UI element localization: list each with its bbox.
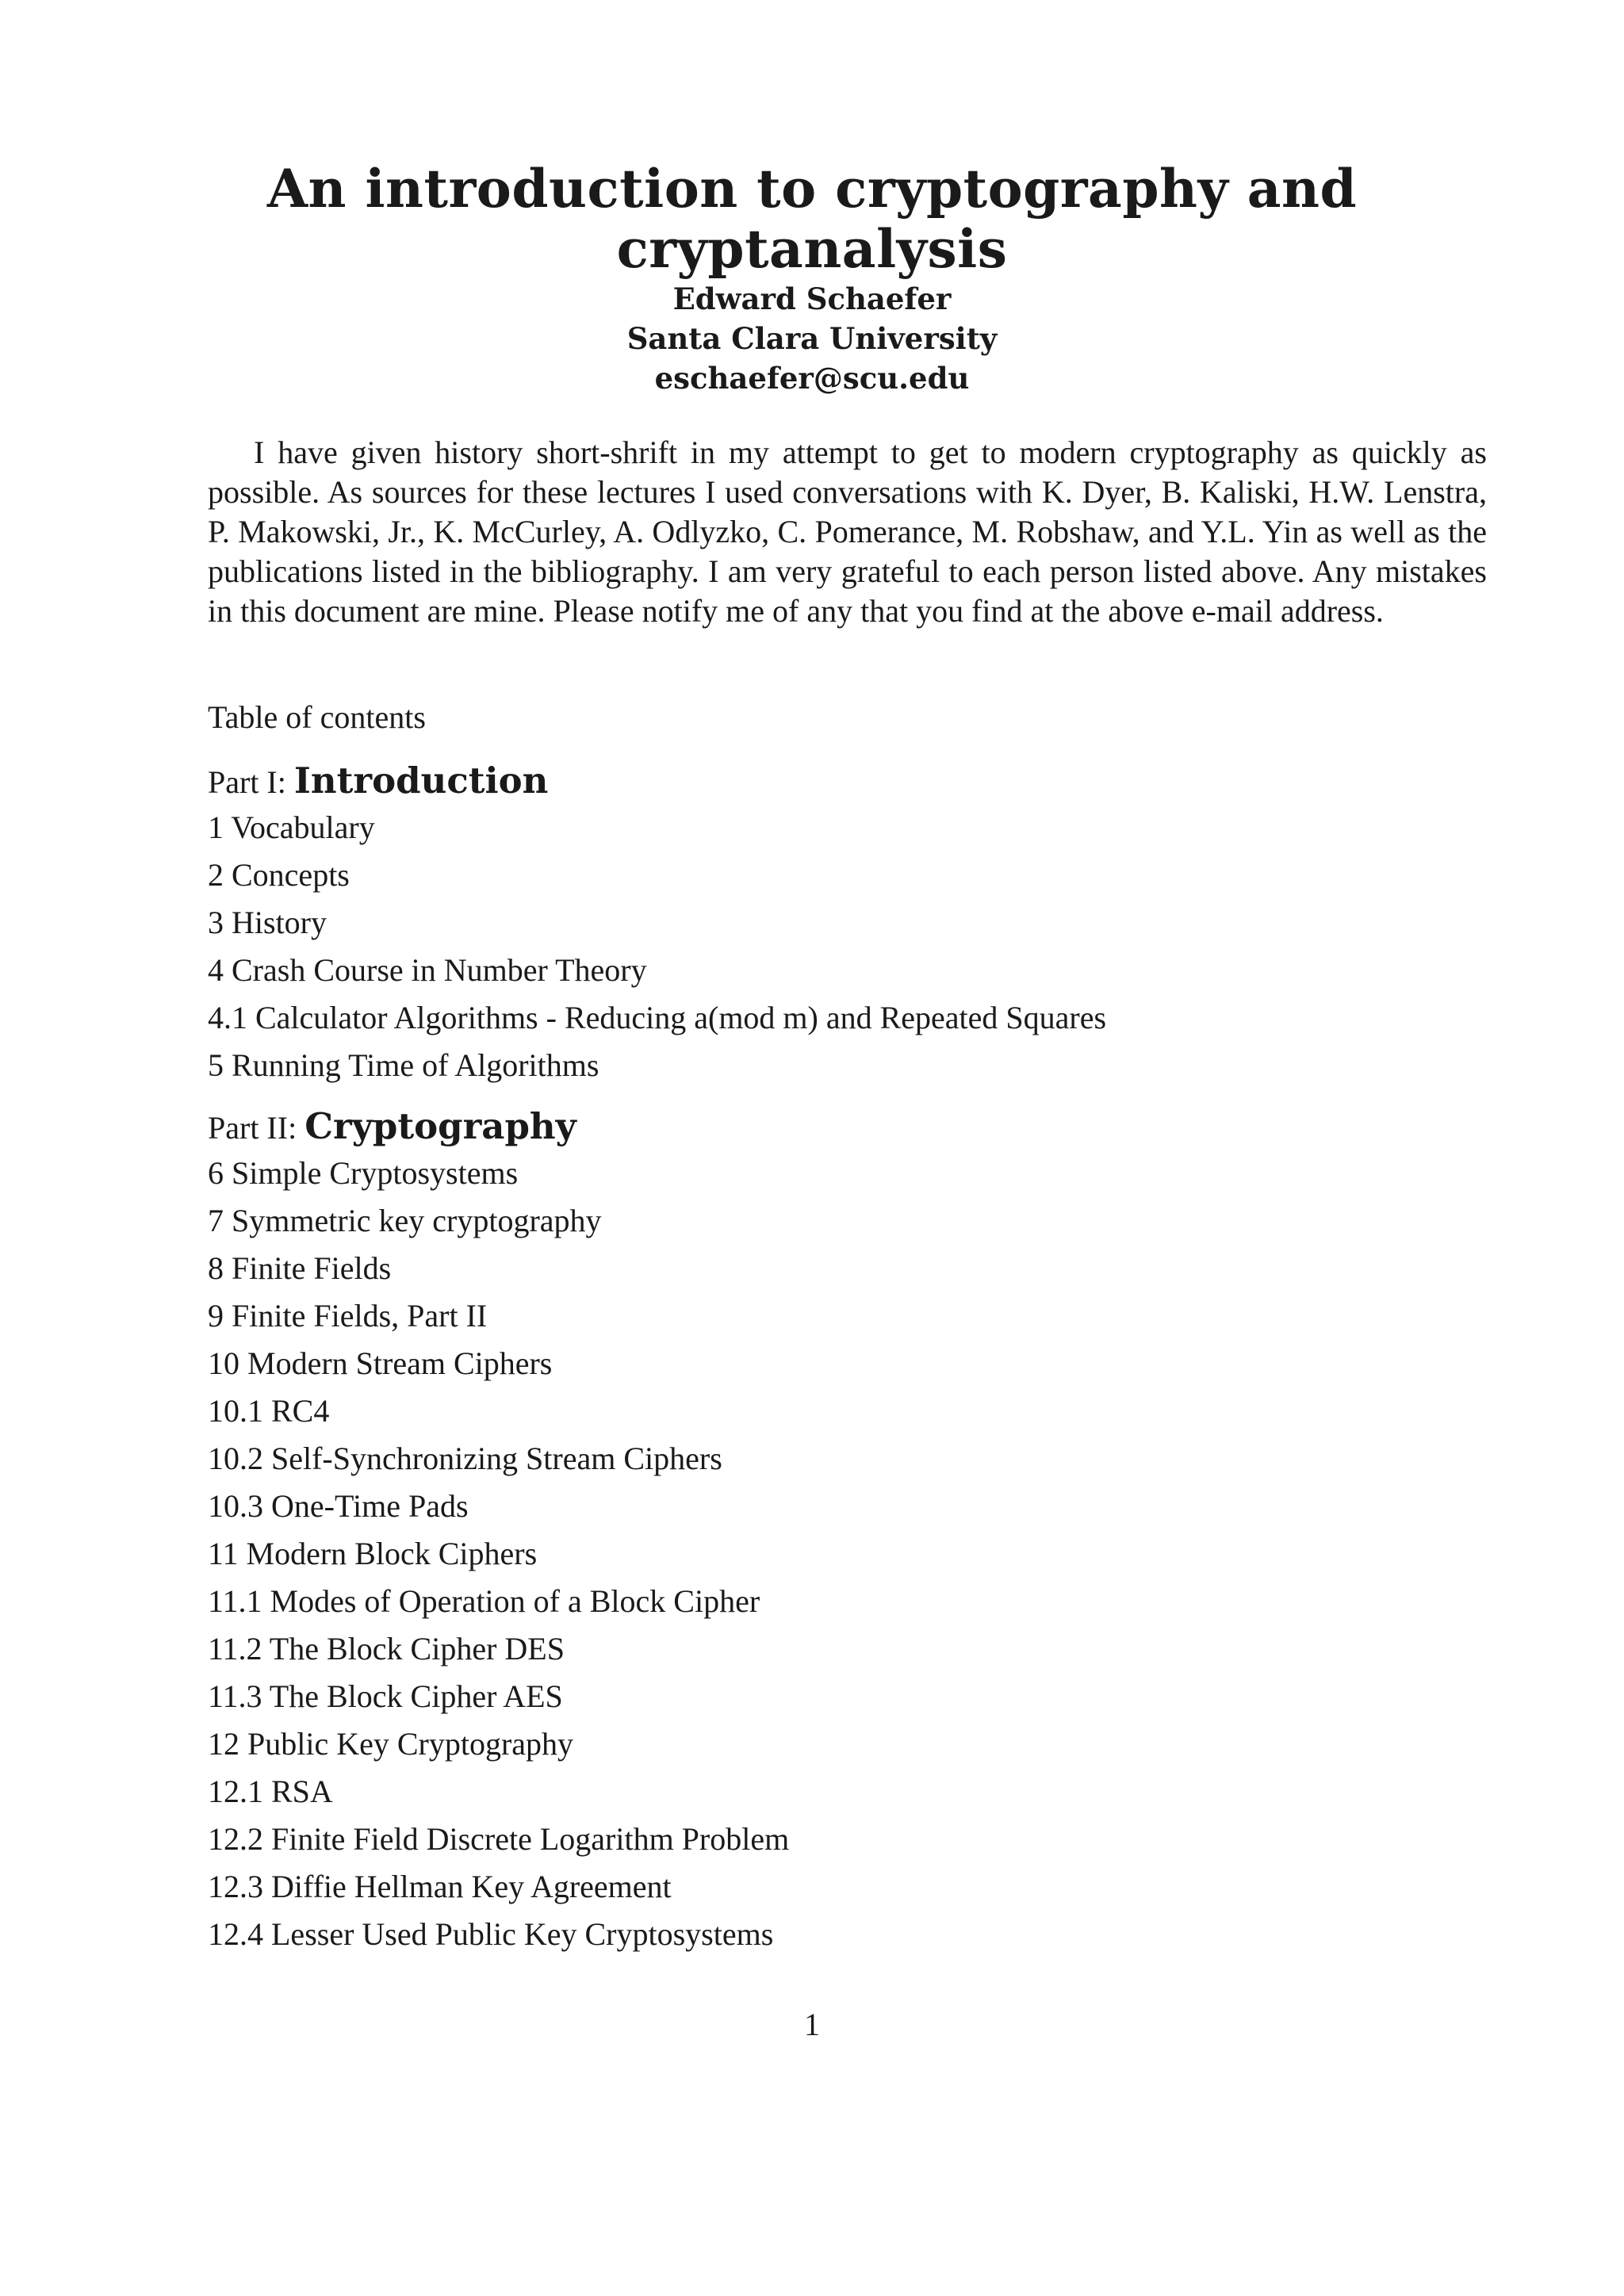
toc-entry[interactable]: 11.3 The Block Cipher AES — [208, 1678, 563, 1714]
toc-heading: Table of contents — [208, 699, 426, 735]
toc-entry[interactable]: 4 Crash Course in Number Theory — [208, 952, 647, 988]
toc-entry[interactable]: 12.1 RSA — [208, 1774, 333, 1809]
toc-entry[interactable]: 12.3 Diffie Hellman Key Agreement — [208, 1869, 672, 1904]
toc-entry[interactable]: 8 Finite Fields — [208, 1250, 392, 1286]
part-spacer — [208, 1089, 1487, 1104]
toc-entry[interactable]: 1 Vocabulary — [208, 809, 375, 845]
toc-entry[interactable]: 2 Concepts — [208, 857, 350, 893]
toc-entry[interactable]: 6 Simple Cryptosystems — [208, 1155, 519, 1191]
author-affiliation: Santa Clara University — [626, 321, 998, 356]
toc-part-label: Part I: — [208, 764, 286, 800]
author-email: eschaefer@scu.edu — [654, 361, 970, 396]
table-of-contents — [208, 698, 1487, 1958]
toc-entry[interactable]: 7 Symmetric key cryptography — [208, 1203, 602, 1238]
toc-entry[interactable]: 12.4 Lesser Used Public Key Cryptosystems — [208, 1916, 774, 1952]
toc-entry[interactable]: 10.3 One-Time Pads — [208, 1488, 469, 1524]
toc-part-heading — [208, 758, 1487, 804]
document-title: An introduction to cryptography and cryptanalysis — [266, 158, 1358, 280]
toc-part-name: Cryptography — [304, 1105, 576, 1147]
author-name: Edward Schaefer — [672, 281, 952, 316]
toc-entry[interactable]: 10.2 Self-Synchronizing Stream Ciphers — [208, 1441, 722, 1476]
toc-part-heading — [208, 1104, 1487, 1150]
toc-entry[interactable]: 12.2 Finite Field Discrete Logarithm Problem — [208, 1821, 790, 1857]
abstract-paragraph: I have given history short-shrift in my attempt to get to modern cryptography as quickly as possible. As sources for these lectures I used conversations with K. Dyer, B. Kaliski, H.W. Lenstra, P. Makowski, Jr., K. McCurley, A. Odlyzko, C. Pomerance, M. Robshaw, and Y.L. Yin as well as the publications listed in the bibliography. I am very grateful to each person listed above. Any mistakes in this document are mine. Please notify me of any that you find at the above e-mail address. — [208, 434, 1487, 629]
toc-entry[interactable]: 10.1 RC4 — [208, 1393, 330, 1429]
page-number: 1 — [804, 2007, 820, 2042]
toc-part-name: Introduction — [293, 760, 549, 802]
toc-entry[interactable]: 3 History — [208, 905, 327, 940]
toc-entry[interactable]: 12 Public Key Cryptography — [208, 1726, 574, 1762]
toc-entry[interactable]: 11 Modern Block Ciphers — [208, 1536, 538, 1571]
title-block — [0, 159, 1624, 398]
toc-entry[interactable]: 9 Finite Fields, Part II — [208, 1298, 488, 1334]
toc-entry[interactable]: 5 Running Time of Algorithms — [208, 1047, 599, 1083]
toc-part-label: Part II: — [208, 1110, 297, 1146]
toc-entry[interactable]: 11.2 The Block Cipher DES — [208, 1631, 565, 1667]
toc-entry[interactable]: 11.1 Modes of Operation of a Block Cipher — [208, 1583, 760, 1619]
toc-entry[interactable]: 4.1 Calculator Algorithms - Reducing a(mod m) and Repeated Squares — [208, 1000, 1107, 1035]
toc-entry[interactable]: 10 Modern Stream Ciphers — [208, 1345, 553, 1381]
